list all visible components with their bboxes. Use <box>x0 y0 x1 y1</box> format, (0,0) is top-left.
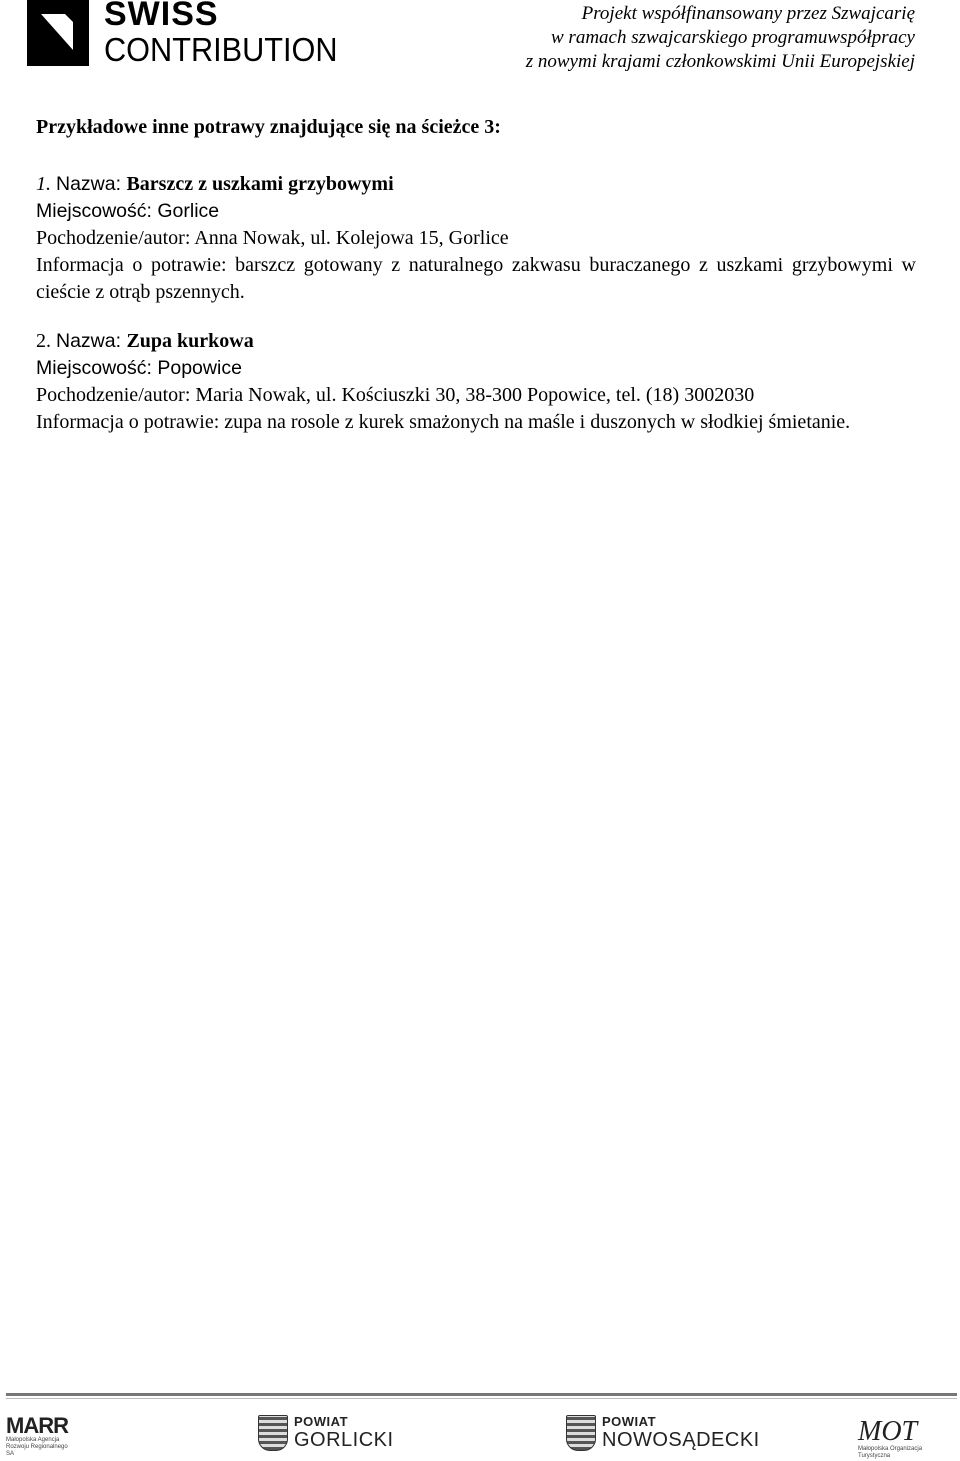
dish-place: Miejscowość: Gorlice <box>36 200 220 222</box>
logo-word-contribution: CONTRIBUTION <box>104 31 338 68</box>
marr-logo-text: MARR <box>6 1413 68 1438</box>
funding-note-line: Projekt współfinansowany przez Szwajcarię <box>581 3 915 24</box>
dish-info: Informacja o potrawie: zupa na rosole z kurek smażonych na maśle i duszonych w słodkiej śmietanie. <box>36 411 851 433</box>
powiat-gorlicki-logo <box>258 1415 394 1451</box>
funding-note-line: w ramach szwajcarskiego programuwspółpracy <box>551 27 915 48</box>
dish-info: Informacja o potrawie: barszcz gotowany z naturalnego zakwasu buraczanego z uszkami grzybowymi w cieście z otrąb pszennych. <box>36 254 916 303</box>
name-label: Nazwa: <box>56 173 127 195</box>
logo-word-swiss: SWISS <box>104 0 219 33</box>
powiat-label: POWIAT <box>602 1414 657 1429</box>
mot-caption: Małopolska Organizacja Turystyczna <box>858 1446 923 1459</box>
powiat-nowosadecki-text <box>602 1415 760 1451</box>
powiat-gorlicki-text <box>294 1415 394 1451</box>
funding-note-line: z nowymi krajami członkowskimi Unii Europejskiej <box>525 51 915 72</box>
dish-name-line <box>36 328 916 355</box>
powiat-name: NOWOSĄDECKI <box>602 1429 760 1451</box>
swiss-contribution-logo <box>27 0 347 68</box>
mot-logo <box>858 1418 953 1460</box>
marr-caption: Małopolska Agencja Rozwoju Regionalnego SA <box>6 1437 68 1457</box>
powiat-name: GORLICKI <box>294 1429 394 1451</box>
name-label: Nazwa: <box>56 330 127 352</box>
funding-note <box>526 2 915 74</box>
dish-name: Barszcz z uszkami grzybowymi <box>126 173 394 195</box>
mot-logo-text: MOT <box>858 1416 918 1447</box>
coat-of-arms-icon <box>258 1415 288 1451</box>
dish-name-line <box>36 171 916 198</box>
section-heading: Przykładowe inne potrawy znajdujące się na ścieżce 3: <box>36 116 501 138</box>
dish-author: Pochodzenie/autor: Maria Nowak, ul. Kościuszki 30, 38-300 Popowice, tel. (18) 3002030 <box>36 384 755 406</box>
powiat-label: POWIAT <box>294 1414 349 1429</box>
entry-number: 2. <box>36 330 51 352</box>
dish-author: Pochodzenie/autor: Anna Nowak, ul. Kolejowa 15, Gorlice <box>36 227 509 249</box>
coat-of-arms-icon <box>566 1415 596 1451</box>
dish-name: Zupa kurkowa <box>126 330 254 352</box>
footer-divider-thin <box>6 1398 957 1399</box>
dish-entry <box>36 328 916 436</box>
dish-place: Miejscowość: Popowice <box>36 357 242 379</box>
marr-logo <box>6 1415 76 1458</box>
swiss-logo-icon <box>27 0 89 66</box>
document-body <box>36 114 916 454</box>
entry-number: 1. <box>36 173 51 195</box>
powiat-nowosadecki-logo <box>566 1415 760 1451</box>
dish-entry <box>36 171 916 306</box>
footer-divider <box>6 1393 957 1396</box>
